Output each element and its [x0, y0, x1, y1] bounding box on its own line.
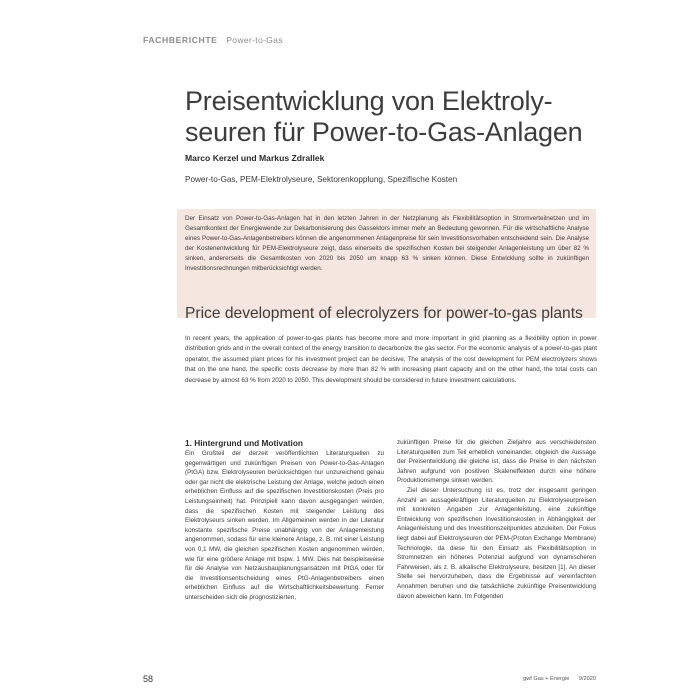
article-title-text: Preisentwicklung von Elektroly- seuren für Power-to-Gas-Anlagen — [185, 86, 583, 147]
body-paragraph: Ziel dieser Untersuchung ist es, trotz der insgesamt geringen Anzahl an aussagekräftigen Literaturquellen zu Elektrolyseurpreisen mit konkreten Angaben zur Anlagenleistung, eine zukünftige Entwicklung von spezifischen Investitionskosten in Abhängigkeit der Anlagenleistung und des Investitionszeitpunktes abzuleiten. Der Fokus liegt dabei auf Elektrolyseuren der PEM-(Proton Exchange Membrane) Technologie, da diese für den Einsatz als Flexibilitätsoption in Stromnetzen ein höheres Potenzial aufgrund von dynamischeren Fahrweisen, als z. B. alkalische Elektrolyseure, besitzen [1]. An dieser Stelle sei hervorzuheben, dass die Ergebnisse auf vereinfachten Annahmen beruhen und die tatsächliche zukünftige Preisentwicklung davon abweichen kann. Im Folgenden — [397, 486, 596, 600]
body-column-left — [185, 438, 384, 603]
section-heading: 1. Hintergrund und Motivation — [185, 438, 303, 448]
section-label: FACHBERICHTE — [143, 35, 218, 45]
journal-footer — [523, 676, 596, 682]
running-header — [143, 35, 283, 45]
article-title — [185, 86, 605, 148]
body-paragraph: Ein Großteil der derzeit veröffentlichten Literaturquellen zu gegenwärtigen und zukünftigen Preisen von Power-to-Gas-Anlagen (PtGA) bzw. Elektrolyseuren berücksichtigen nur unzureichend genau oder gar nicht die elektrische Leistung der Anlage, welche jedoch einen erheblichen Einfluss auf die spezifischen Investitionskosten (Preis pro Leistungseinheit) hat. Prinzipiell kann davon ausgegangen werden, dass die spezifischen Kosten mit steigender Leistung des Elektrolyseurs sinken werden. Im Allgemeinen werden in der Literatur konstante spezifische Preise unabhängig von der Anlagenleistung angenommen, sodass für eine kleinere Anlage, z. B. mit einer Leistung von 0,1 MW, die gleichen spezifischen Kosten angenommen werden, wie für eine größere Anlage mit bspw. 1 MW. Dies hat beispielsweise für die Analyse von Netzausbauplanungsansätzen mit PtGA oder für die Investitionsentscheidung eines PtG-Anlagenbetreibers einen erheblichen Einfluss auf die Wirtschaftlichkeitsbewertung. Ferner unterscheiden sich die prognostizierten, — [185, 450, 384, 601]
journal-name: gwf Gas + Energie — [523, 676, 570, 682]
abstract-german: Der Einsatz von Power-to-Gas-Anlagen hat in den letzten Jahren in der Netzplanung als Flexibilitätsoption in Stromverteilnetzen und im Gesamtkontext der Energiewende zur Dekarbonisierung des Gassektors immer mehr an Bedeutung gewonnen. Für die wirtschaftliche Analyse eines Power-to-Gas-Anlagenbetreibers können die angenommenen Anlagenpreise für sein Investitionsvorhaben entscheidend sein. Die Analyse der Kostenentwicklung für PEM-Elektrolyseure zeigt, dass einerseits die spezifischen Kosten bei steigender Anlagenleistung um über 82 % sinken, andererseits die Gesamtkosten von 2020 bis 2050 um knapp 63 % sinken können. Diese Entwicklung sollte in zukünftigen Investitionsrechnungen mitberücksichtigt werden. — [185, 215, 589, 273]
article-authors: Marco Kerzel und Markus Zdrallek — [185, 153, 325, 163]
journal-issue: 9/2020 — [578, 676, 596, 682]
article-keywords: Power-to-Gas, PEM-Elektrolyseure, Sektorenkopplung, Spezifische Kosten — [185, 175, 458, 184]
abstract-english: In recent years, the application of power-to-gas plants has become more and more important in grid planning as a flexibility option in power distribution grids and in the overall context of the energy transition to decarbonize the gas sector. For the economic analysis of a power-to-gas plant operator, the assumed plant prices for his investment project can be decisive. The analysis of the cost development for PEM electrolyzers shows that on the one hand, the specific costs decrease by more than 82 % with increasing plant capacity and on the other hand, the total costs can decrease by almost 63 % from 2020 to 2050. This development should be considered in future investment calculations. — [185, 335, 597, 384]
english-title: Price development of elecrolyzers for power-to-gas plants — [185, 305, 583, 322]
body-paragraph: zukünftigen Preise für die gleichen Zieljahre aus verschiedensten Literaturquellen zum Teil erheblich voneinander, obgleich die Aussage der Preisentwicklung die gleiche ist, dass die Preise in den nächsten Jahren aufgrund von positiven Skaleneffekten durch eine höhere Produktionsmenge sinken werden. — [397, 439, 596, 485]
body-column-right — [397, 438, 596, 601]
subsection-label: Power-to-Gas — [226, 35, 283, 45]
page-number: 58 — [143, 674, 154, 684]
